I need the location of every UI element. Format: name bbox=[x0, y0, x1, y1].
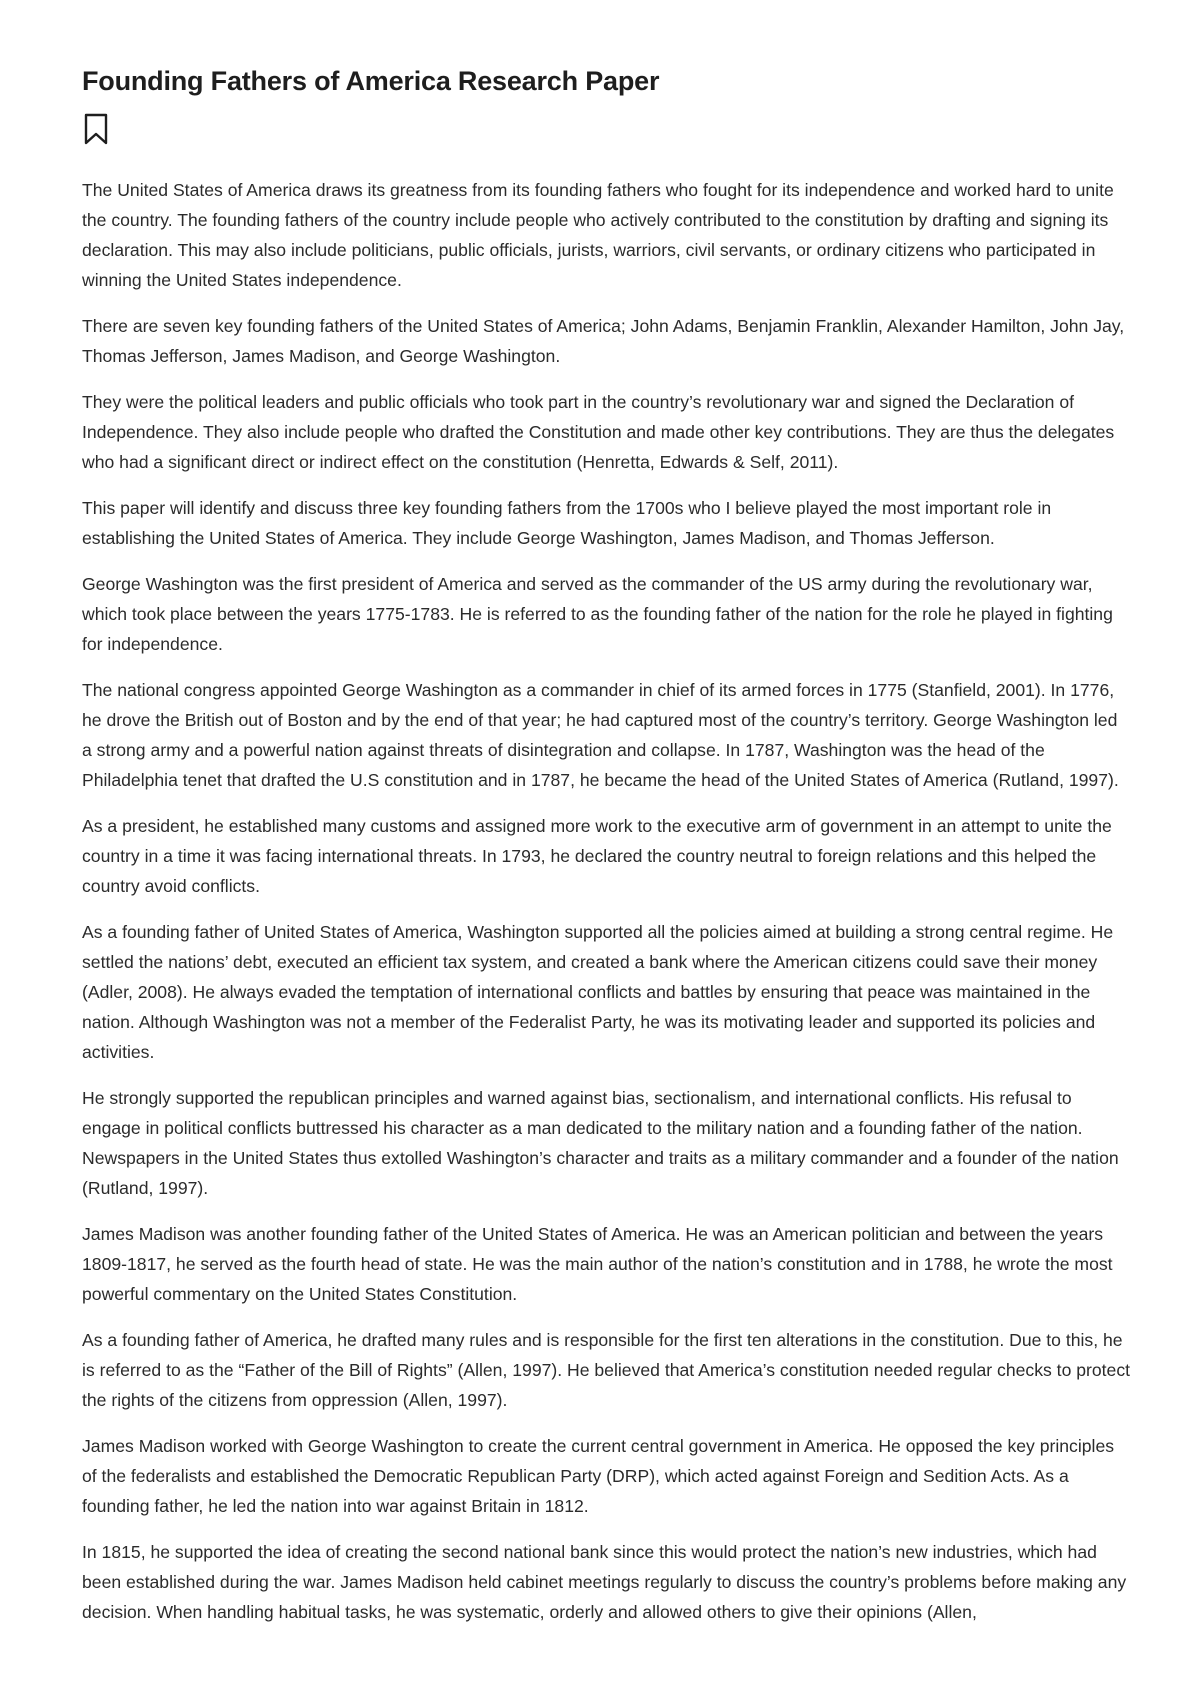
paragraph: James Madison worked with George Washington to create the current central government in America. He opposed the key principles of the federalists and established the Democratic Republican Party (DRP), which acted against Foreign and Sedition Acts. As a founding father, he led the nation into war against Britain in 1812. bbox=[82, 1436, 1115, 1516]
paragraph: The national congress appointed George Washington as a commander in chief of its armed forces in 1775 (Stanfield, 2001). In 1776, he drove the British out of Boston and by the end of that year; he had captured most of the country’s territory. George Washington led a strong army and a powerful nation against threats of disintegration and collapse. In 1787, Washington was the head of the Philadelphia tenet that drafted the U.S constitution and in 1787, he became the head of the United States of America (Rutland, 1997). bbox=[82, 680, 1119, 790]
paragraph: In 1815, he supported the idea of creating the second national bank since this would protect the nation’s new industries, which had been established during the war. James Madison held cabinet meetings regularly to discuss the country’s problems before making any decision. When handling habitual tasks, he was systematic, orderly and allowed others to give their opinions (Allen, bbox=[82, 1542, 1127, 1622]
paragraph: As a founding father of United States of America, Washington supported all the policies aimed at building a strong central regime. He settled the nations’ debt, executed an efficient tax system, and created a bank where the American citizens could save their money (Adler, 2008). He always evaded the temptation of international conflicts and battles by ensuring that peace was maintained in the nation. Although Washington was not a member of the Federalist Party, he was its motivating leader and supported its policies and activities. bbox=[82, 922, 1114, 1062]
paragraph: George Washington was the first president of America and served as the commander of the US army during the revolutionary war, which took place between the years 1775-1783. He is referred to as the founding father of the nation for the role he played in fighting for independence. bbox=[82, 574, 1113, 654]
page-title: Founding Fathers of America Research Paper bbox=[82, 66, 660, 96]
paragraph: As a president, he established many customs and assigned more work to the executive arm of government in an attempt to unite the country in a time it was facing international threats. In 1793, he declared the country neutral to foreign relations and this helped the country avoid conflicts. bbox=[82, 816, 1112, 896]
paragraph: The United States of America draws its greatness from its founding fathers who fought for its independence and worked hard to unite the country. The founding fathers of the country include people who actively contributed to the constitution by drafting and signing its declaration. This may also include politicians, public officials, jurists, warriors, civil servants, or ordinary citizens who participated in winning the United States independence. bbox=[82, 180, 1114, 290]
paragraph: As a founding father of America, he drafted many rules and is responsible for the first ten alterations in the constitution. Due to this, he is referred to as the “Father of the Bill of Rights” (Allen, 1997). He believed that America’s constitution needed regular checks to protect the rights of the citizens from oppression (Allen, 1997). bbox=[82, 1330, 1131, 1410]
paragraph: James Madison was another founding father of the United States of America. He was an American politician and between the years 1809-1817, he served as the fourth head of state. He was the main author of the nation’s constitution and in 1788, he wrote the most powerful commentary on the United States Constitution. bbox=[82, 1224, 1113, 1304]
paragraph: There are seven key founding fathers of the United States of America; John Adams, Benjamin Franklin, Alexander Hamilton, John Jay, Thomas Jefferson, James Madison, and George Washington. bbox=[82, 316, 1125, 366]
bookmark-icon[interactable] bbox=[82, 112, 110, 146]
paragraph: They were the political leaders and public officials who took part in the country’s revolutionary war and signed the Declaration of Independence. They also include people who drafted the Constitution and made other key contributions. They are thus the delegates who had a significant direct or indirect effect on the constitution (Henretta, Edwards & Self, 2011). bbox=[82, 392, 1115, 472]
paragraph: He strongly supported the republican principles and warned against bias, sectionalism, and international conflicts. His refusal to engage in political conflicts buttressed his character as a man dedicated to the military nation and a founding father of the nation. Newspapers in the United States thus extolled Washington’s character and traits as a military commander and a founder of the nation (Rutland, 1997). bbox=[82, 1088, 1119, 1198]
article-body bbox=[82, 175, 1132, 1627]
paragraph: This paper will identify and discuss three key founding fathers from the 1700s who I believe played the most important role in establishing the United States of America. They include George Washington, James Madison, and Thomas Jefferson. bbox=[82, 498, 1052, 548]
